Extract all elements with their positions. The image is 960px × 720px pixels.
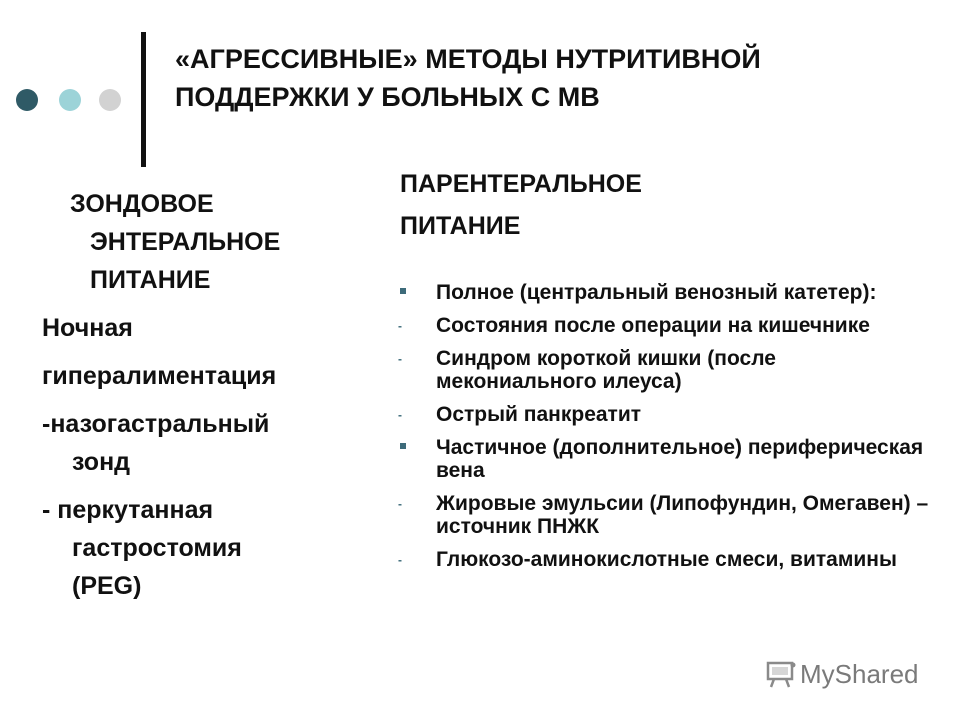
left-heading: [70, 185, 382, 299]
list-item-text: Состояния после операции на кишечнике: [436, 314, 870, 337]
right-heading: [400, 163, 642, 247]
right-heading-line-2: ПИТАНИЕ: [400, 212, 521, 240]
list-item: [398, 548, 938, 571]
list-item: [398, 314, 938, 337]
left-item-peg-line-3: (PEG): [72, 572, 142, 600]
left-heading-line-1: ЗОНДОВОЕ: [70, 190, 214, 218]
left-item-peg-line-2: гастростомия: [72, 534, 242, 562]
watermark-text: MyShared: [800, 658, 919, 689]
list-item: [398, 436, 938, 482]
classroom-board-icon: [766, 660, 796, 688]
slide-title: [175, 40, 935, 116]
left-item-peg: [42, 491, 382, 605]
dash-bullet-icon: -: [398, 408, 402, 422]
right-heading-line-1: ПАРЕНТЕРАЛЬНОЕ: [400, 170, 642, 198]
left-item-peg-line-1: - перкутанная: [42, 496, 214, 524]
list-item-text: Острый панкреатит: [436, 403, 642, 426]
left-heading-line-3: ПИТАНИЕ: [90, 266, 211, 294]
list-item-text: Полное (центральный венозный катетер):: [436, 281, 877, 304]
list-item: [398, 281, 938, 304]
left-line-night: Ночная: [42, 314, 133, 342]
list-item: [398, 403, 938, 426]
list-item-text: Глюкозо-аминокислотные смеси, витамины: [436, 548, 897, 571]
dash-bullet-icon: -: [398, 352, 402, 366]
list-item-text: Жировые эмульсии (Липофундин, Омегавен) – источник ПНЖК: [436, 492, 929, 538]
left-heading-line-2: ЭНТЕРАЛЬНОЕ: [90, 228, 281, 256]
square-bullet-icon: [400, 288, 406, 294]
dash-bullet-icon: -: [398, 553, 402, 567]
left-item-nasogastric-line-1: -назогастральный: [42, 410, 270, 438]
title-divider: [141, 32, 146, 167]
dash-bullet-icon: -: [398, 319, 402, 333]
list-item-text: Частичное (дополнительное) периферическая вена: [436, 436, 924, 482]
left-item-nasogastric: [42, 405, 382, 481]
title-line-2: ПОДДЕРЖКИ У БОЛЬНЫХ С МВ: [175, 82, 600, 112]
title-line-1: «АГРЕССИВНЫЕ» МЕТОДЫ НУТРИТИВНОЙ: [175, 44, 761, 74]
decor-dot-dark: [16, 89, 38, 111]
left-column: [42, 185, 382, 605]
decor-dot-teal: [59, 89, 81, 111]
decor-dot-gray: [99, 89, 121, 111]
parenteral-list: [398, 281, 938, 581]
left-line-hyperalimentation: гипералиментация: [42, 362, 277, 390]
square-bullet-icon: [400, 443, 406, 449]
list-item: [398, 492, 938, 538]
dash-bullet-icon: -: [398, 497, 402, 511]
left-item-nasogastric-line-2: зонд: [72, 448, 131, 476]
watermark: [766, 656, 919, 692]
list-item: [398, 347, 938, 393]
list-item-text: Синдром короткой кишки (после мекониального илеуса): [436, 347, 776, 393]
